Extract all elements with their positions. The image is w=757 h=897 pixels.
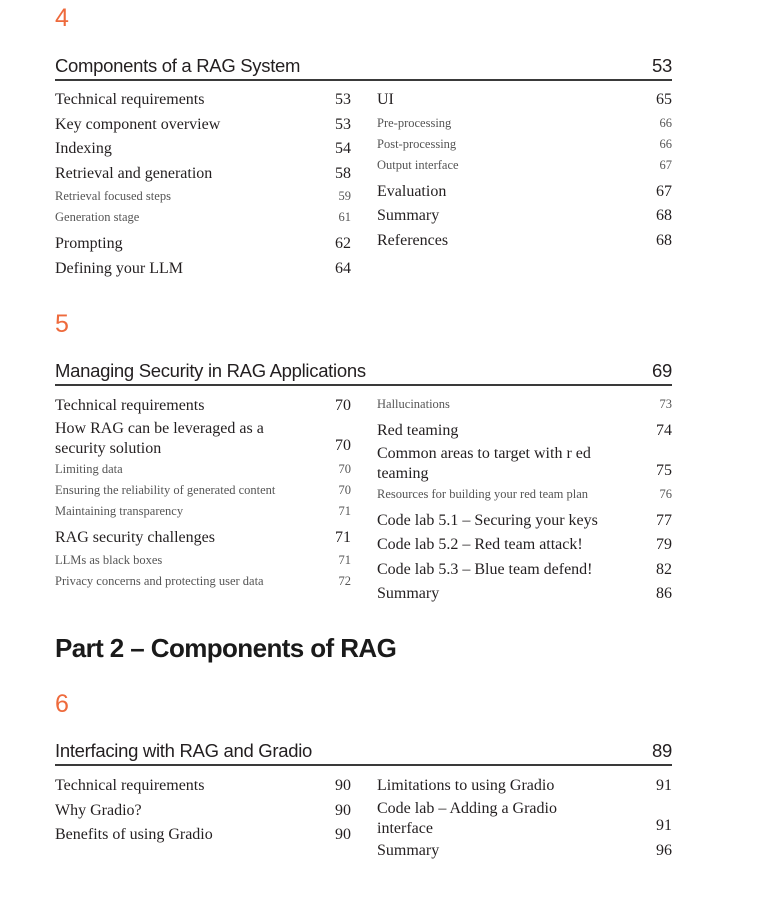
toc-column-right: [377, 774, 672, 863]
toc-entry[interactable]: [55, 162, 351, 187]
toc-column-right: [377, 394, 672, 607]
toc-entry-page: 54: [335, 140, 351, 157]
toc-entry-page: 76: [659, 486, 672, 501]
toc-entry-page: 70: [338, 461, 351, 476]
chapter-page: 89: [652, 740, 672, 761]
chapter-heading[interactable]: [55, 740, 672, 766]
chapter-heading[interactable]: [55, 360, 672, 386]
toc-entry-title: Technical requirements: [55, 777, 205, 794]
toc-entry[interactable]: [55, 774, 351, 799]
toc-entry-page: 65: [656, 91, 672, 108]
toc-entry-page: 91: [656, 817, 672, 834]
toc-entry-page: 67: [659, 157, 672, 172]
toc-entry[interactable]: [377, 799, 672, 839]
part-title: Part 2 – Components of RAG: [55, 633, 397, 663]
toc-entry-title: Code lab 5.1 – Securing your keys: [377, 511, 598, 529]
toc-entry-title: Ensuring the reliability of generated content: [55, 482, 276, 497]
toc-entry-title: Red teaming: [377, 422, 459, 439]
toc-entry[interactable]: [55, 419, 351, 459]
toc-entry-title: UI: [377, 91, 394, 108]
chapter-page: 53: [652, 55, 672, 76]
toc-subentry[interactable]: [377, 155, 672, 176]
toc-entry[interactable]: [55, 526, 351, 551]
toc-entry-title: Why Gradio?: [55, 801, 142, 819]
toc-entry-page: 82: [656, 560, 672, 578]
toc-entry-title: Indexing: [55, 140, 112, 157]
toc-entry[interactable]: [377, 88, 672, 113]
toc-entry-title: References: [377, 231, 449, 249]
toc-entry-title: Summary: [377, 207, 440, 224]
toc-entry-page: 79: [656, 536, 672, 553]
toc-entry-title: Code lab 5.2 – Red team attack!: [377, 536, 583, 553]
toc-subentry[interactable]: [55, 550, 351, 571]
chapter-title: Components of a RAG System: [55, 55, 301, 76]
toc-entry-title: LLMs as black boxes: [55, 553, 163, 567]
toc-entry-page: 70: [338, 482, 351, 497]
toc-entry-page: 70: [335, 397, 351, 414]
toc-entry[interactable]: [55, 232, 351, 257]
toc-subentry[interactable]: [377, 134, 672, 155]
toc-subentry[interactable]: [377, 484, 672, 505]
toc-subentry[interactable]: [55, 459, 351, 480]
toc-entry-page: 70: [335, 437, 351, 454]
toc-entry-page: 71: [338, 553, 351, 567]
toc-column-right: [377, 88, 672, 253]
toc-entry-title: Defining your LLM: [55, 259, 183, 277]
toc-entry-page: 90: [335, 777, 351, 794]
toc-entry-page: 53: [335, 115, 351, 133]
chapter-number: 5: [55, 310, 69, 338]
toc-entry-title: Resources for building your red team plan: [377, 486, 589, 501]
toc-entry-page: 68: [656, 207, 672, 224]
toc-entry-title: Summary: [377, 841, 440, 859]
toc-entry-title: Limitations to using Gradio: [377, 777, 555, 794]
toc-entry-page: 71: [338, 503, 351, 518]
toc-entry-page: 66: [659, 136, 672, 151]
toc-entry-page: 66: [659, 115, 672, 130]
toc-subentry[interactable]: [377, 394, 672, 415]
toc-entry-title: Privacy concerns and protecting user data: [55, 574, 264, 588]
toc-entry[interactable]: [55, 113, 351, 138]
toc-entry-title: Summary: [377, 585, 440, 602]
toc-entry-page: 62: [335, 235, 351, 252]
toc-entry-page: 73: [659, 397, 672, 411]
toc-entry-page: 72: [338, 574, 351, 588]
chapter-title: Interfacing with RAG and Gradio: [55, 740, 313, 761]
toc-subentry[interactable]: [55, 480, 351, 501]
toc-entry[interactable]: [55, 823, 351, 848]
toc-entry-title: Maintaining transparency: [55, 503, 184, 518]
toc-entry[interactable]: [55, 257, 351, 282]
toc-entry-page: 75: [656, 462, 672, 479]
toc-subentry[interactable]: [377, 113, 672, 134]
toc-entry[interactable]: [55, 137, 351, 162]
toc-entry-page: 59: [338, 189, 351, 203]
toc-subentry[interactable]: [55, 207, 351, 228]
toc-entry-page: 90: [335, 801, 351, 819]
chapter-page: 69: [652, 360, 672, 381]
toc-entry-page: 74: [656, 422, 672, 439]
toc-entry-title: Output interface: [377, 157, 459, 172]
toc-entry-page: 58: [335, 164, 351, 182]
toc-entry-title: Post-processing: [377, 136, 457, 151]
toc-entry[interactable]: [377, 229, 672, 254]
toc-entry-page: 91: [656, 777, 672, 794]
toc-entry[interactable]: [377, 180, 672, 205]
chapter-number: 4: [55, 4, 69, 32]
toc-entry-title: Technical requirements: [55, 91, 205, 108]
toc-entry-title: Pre-processing: [377, 115, 452, 130]
toc-subentry[interactable]: [55, 501, 351, 522]
toc-entry-page: 61: [338, 210, 351, 224]
toc-entry-title: Evaluation: [377, 182, 447, 200]
toc-entry-page: 53: [335, 91, 351, 108]
toc-entry-page: 96: [656, 841, 672, 859]
toc-entry-title: RAG security challenges: [55, 528, 215, 546]
chapter-number: 6: [55, 690, 69, 718]
toc-entry-title: Code lab – Adding a Gradio interface: [377, 799, 557, 837]
toc-entry-page: 71: [335, 528, 351, 546]
toc-entry[interactable]: [377, 444, 672, 484]
toc-entry-title: How RAG can be leveraged as a security solution: [55, 419, 264, 457]
toc-entry-title: Benefits of using Gradio: [55, 826, 213, 843]
chapter-heading[interactable]: [55, 55, 672, 81]
toc-entry[interactable]: [55, 88, 351, 113]
toc-column-left: [55, 394, 351, 592]
toc-entry[interactable]: [377, 204, 672, 229]
toc-entry-title: Retrieval focused steps: [55, 189, 171, 203]
toc-entry[interactable]: [55, 799, 351, 824]
toc-entry-title: Generation stage: [55, 210, 140, 224]
toc-entry[interactable]: [377, 558, 672, 583]
toc-entry-title: Common areas to target with r ed teaming: [377, 444, 591, 482]
toc-entry-page: 90: [335, 826, 351, 843]
toc-entry-title: Retrieval and generation: [55, 164, 213, 182]
toc-entry-page: 68: [656, 231, 672, 249]
toc-entry[interactable]: [55, 394, 351, 419]
toc-column-left: [55, 88, 351, 281]
toc-entry[interactable]: [377, 509, 672, 534]
toc-entry[interactable]: [377, 419, 672, 444]
toc-entry-page: 64: [335, 259, 351, 277]
toc-column-left: [55, 774, 351, 848]
toc-entry-page: 77: [656, 511, 672, 529]
toc-entry-page: 67: [656, 182, 672, 200]
chapter-title: Managing Security in RAG Applications: [55, 360, 366, 381]
toc-entry-title: Technical requirements: [55, 397, 205, 414]
toc-entry-title: Code lab 5.3 – Blue team defend!: [377, 560, 593, 578]
toc-subentry[interactable]: [55, 571, 351, 592]
toc-entry[interactable]: [377, 839, 672, 864]
toc-entry-title: Limiting data: [55, 461, 123, 476]
toc-subentry[interactable]: [55, 186, 351, 207]
toc-entry-title: Prompting: [55, 235, 123, 252]
toc-entry-title: Hallucinations: [377, 397, 450, 411]
toc-entry[interactable]: [377, 582, 672, 607]
toc-entry-page: 86: [656, 585, 672, 602]
toc-entry-title: Key component overview: [55, 115, 221, 133]
toc-entry[interactable]: [377, 774, 672, 799]
toc-entry[interactable]: [377, 533, 672, 558]
